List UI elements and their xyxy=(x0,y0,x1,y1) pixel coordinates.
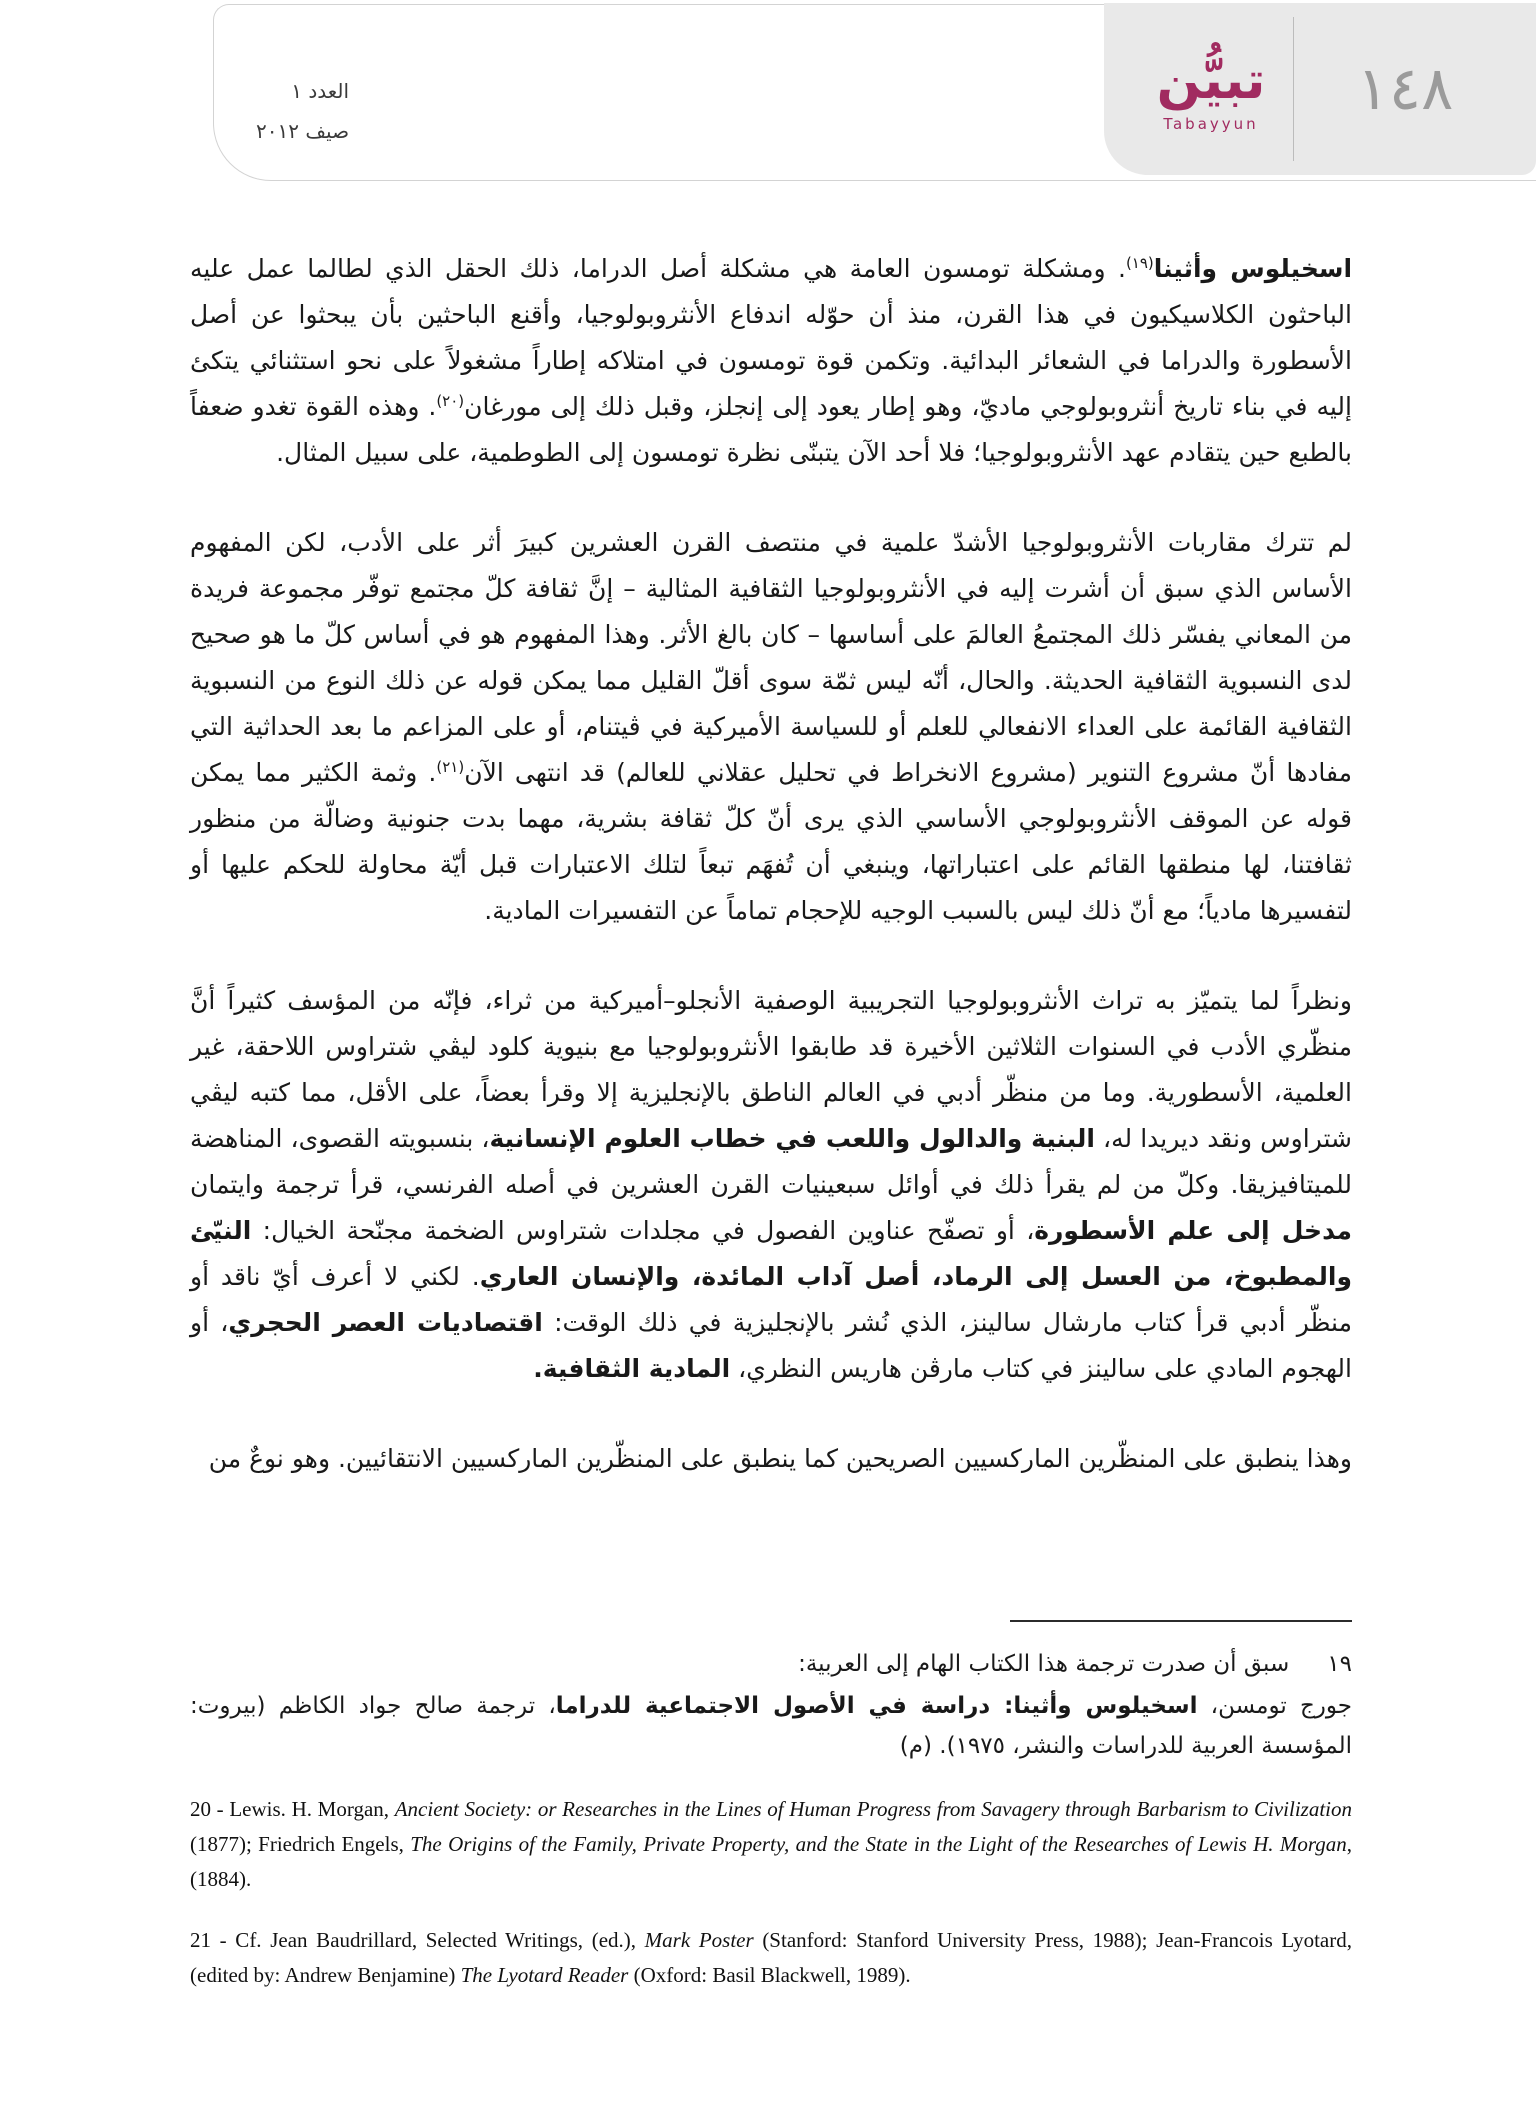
logo-latin-text: Tabayyun xyxy=(1163,115,1259,133)
issue-info xyxy=(256,71,349,151)
issue-number: العدد ١ xyxy=(291,79,350,103)
paragraph-2 xyxy=(190,520,1352,934)
text-run: ، ترجمة صالح جواد الكاظم (بيروت: المؤسسة العربية للدراسات والنشر، ١٩٧٥). (م) xyxy=(190,1693,1352,1759)
footnote-19-first-line xyxy=(190,1644,1352,1684)
footnote-20 xyxy=(190,1792,1352,1897)
issue-season: صيف ٢٠١٢ xyxy=(256,119,350,143)
emphasized-text: اسخيلوس وأثينا xyxy=(1153,254,1353,283)
emphasized-text: اقتصاديات العصر الحجري xyxy=(228,1308,543,1337)
emphasized-text: البنية والدالول واللعب في خطاب العلوم الإنسانية xyxy=(489,1124,1095,1153)
text-run: 20 - Lewis. H. Morgan, xyxy=(190,1797,395,1821)
text-run: . لكني لا أعرف أيّ ناقد أو منظّر أدبي قرأ كتاب مارشال سالينز، الذي نُشر بالإنجليزية في ذلك الوقت: xyxy=(190,1262,1352,1337)
footnote-19-body xyxy=(190,1686,1352,1766)
text-run: . ومشكلة تومسون العامة هي مشكلة أصل الدراما، ذلك الحقل الذي لطالما عمل عليه الباحثون الكلاسيكيون في هذا القرن، منذ أن حوّله اندفاع الأنثروبولوجيا، وأقنع الباحثين بأن يبحثوا عن أصل الأسطورة والدراما في الشعائر البدائية. وتكمن قوة تومسون في امتلاكه إطاراً مشغولاً على نحو استثنائي يتكئ إليه في بناء تاريخ أنثروبولوجي ماديّ، وهو إطار يعود إلى إنجلز، وقبل ذلك إلى مورغان xyxy=(190,254,1352,421)
footnotes-section xyxy=(190,1620,1352,1993)
journal-logo-box xyxy=(1104,3,1536,175)
text-run: وهذا ينطبق على المنظّرين الماركسيين الصريحين كما ينطبق على المنظّرين الماركسيين الانتقائيين. وهو نوعٌ من xyxy=(208,1444,1352,1473)
emphasized-text: The Lyotard Reader xyxy=(460,1963,629,1987)
text-run: . وهذه القوة تغدو ضعفاً بالطبع حين يتقادم عهد الأنثروبولوجيا؛ فلا أحد الآن يتبنّى نظرة تومسون إلى الطوطمية، على سبيل المثال. xyxy=(190,392,1352,467)
text-run: 21 - Cf. Jean Baudrillard, Selected Writings, (ed.), xyxy=(190,1928,645,1952)
logo-arabic-calligraphy: تبيُّن xyxy=(1156,51,1266,111)
footnote-ref: (١٩) xyxy=(1125,254,1154,272)
page-header xyxy=(213,4,1536,181)
emphasized-text: النيّئ والمطبوخ، من العسل إلى الرماد، أصل آداب المائدة، والإنسان العاري xyxy=(190,1216,1352,1291)
emphasized-text: Ancient Society: or Researches in the Lines of Human Progress from Savagery through Barbarism to Civilization xyxy=(394,1797,1352,1821)
footnote-ref: (٢١) xyxy=(436,758,465,776)
text-run: ونظراً لما يتميّز به تراث الأنثروبولوجيا التجريبية الوصفية الأنجلو–أميركية من ثراء، فإنّه من المؤسف كثيراً أنَّ منظّري الأدب في السنوات الثلاثين الأخيرة قد طابقوا الأنثروبولوجيا مع بنيوية كلود ليڤي شتراوس اللاحقة، غير العلمية، الأسطورية. وما من منظّر أدبي في العالم الناطق بالإنجليزية إلا وقرأ بعضاً، على الأقل، مما كتبه ليڤي شتراوس ونقد ديريدا له، xyxy=(190,986,1352,1153)
text-run: (Stanford: Stanford University Press, 1988); Jean-Francois Lyotard, (edited by: Andrew Benjamine) xyxy=(190,1928,1352,1987)
text-run: . وثمة الكثير مما يمكن قوله عن الموقف الأنثروبولوجي الأساسي الذي يرى أنّ كلّ ثقافة بشرية، مهما بدت جنونية وضالّة من منظور ثقافتنا، لها منطقها القائم على اعتباراتها، وينبغي أن تُفهَم تبعاً لتلك الاعتبارات قبل أيّة محاولة للحكم عليها أو لتفسيرها مادياً؛ مع أنّ ذلك ليس بالسبب الوجيه للإحجام تماماً عن التفسيرات المادية. xyxy=(190,758,1352,925)
footnote-ref: (٢٠) xyxy=(436,392,465,410)
emphasized-text: المادية الثقافية. xyxy=(533,1354,731,1383)
footnote-separator xyxy=(1010,1620,1352,1622)
text-run: ، أو تصفّح عناوين الفصول في مجلدات شتراوس الضخمة مجنّحة الخيال: xyxy=(251,1216,1035,1245)
paragraph-1 xyxy=(190,246,1352,476)
paragraph-3 xyxy=(190,978,1352,1392)
emphasized-text: اسخيلوس وأثينا: دراسة في الأصول الاجتماعية للدراما xyxy=(555,1693,1198,1719)
paragraph-4 xyxy=(190,1436,1352,1482)
text-run: ، أو الهجوم المادي على سالينز في كتاب مارڤن هاريس النظري، xyxy=(190,1308,1352,1383)
article-body xyxy=(190,246,1352,1526)
footnote-19-intro: سبق أن صدرت ترجمة هذا الكتاب الهام إلى العربية: xyxy=(798,1651,1290,1677)
text-run: (Oxford: Basil Blackwell, 1989). xyxy=(628,1963,911,1987)
footnote-21 xyxy=(190,1923,1352,1993)
footnote-19 xyxy=(190,1644,1352,1766)
emphasized-text: مدخل إلى علم الأسطورة xyxy=(1034,1216,1352,1245)
header-divider-line xyxy=(1293,17,1294,161)
text-run: لم تترك مقاربات الأنثروبولوجيا الأشدّ علمية في منتصف القرن العشرين كبيرَ أثر على الأدب، لكن المفهوم الأساس الذي سبق أن أشرت إليه في الأنثروبولوجيا الثقافية المثالية – إنَّ ثقافة كلّ مجتمع توفّر مجموعة فريدة من المعاني يفسّر ذلك المجتمعُ العالمَ على أساسها – كان بالغ الأثر. وهذا المفهوم هو في أساس كلّ ما هو صحيح لدى النسبوية الثقافية الحديثة. والحال، أنّه ليس ثمّة سوى أقلّ القليل مما يمكن قوله عن ذلك النوع من النسبوية الثقافية القائمة على العداء الانفعالي للعلم أو للسياسة الأميركية في ڤيتنام، أو على المزاعم ما بعد الحداثية التي مفادها أنّ مشروع التنوير (مشروع الانخراط في تحليل عقلاني للعالم) قد انتهى الآن xyxy=(190,528,1352,787)
text-run: , (1884). xyxy=(190,1832,1352,1891)
emphasized-text: The Origins of the Family, Private Property, and the State in the Light of the Researches of Lewis H. Morgan xyxy=(410,1832,1347,1856)
footnote-19-marker: ١٩ xyxy=(1327,1651,1352,1677)
text-run: ، بنسبويته القصوى، المناهضة للميتافيزيقا. وكلّ من لم يقرأ ذلك في أوائل سبعينيات القرن العشرين في أصله الفرنسي، قرأ ترجمة وايتمان xyxy=(190,1124,1352,1199)
text-run: جورج تومسن، xyxy=(1197,1693,1352,1719)
emphasized-text: Mark Poster xyxy=(644,1928,754,1952)
text-run: (1877); Friedrich Engels, xyxy=(190,1832,411,1856)
page-number: ١٤٨ xyxy=(1356,54,1454,124)
journal-logo xyxy=(1128,49,1294,133)
